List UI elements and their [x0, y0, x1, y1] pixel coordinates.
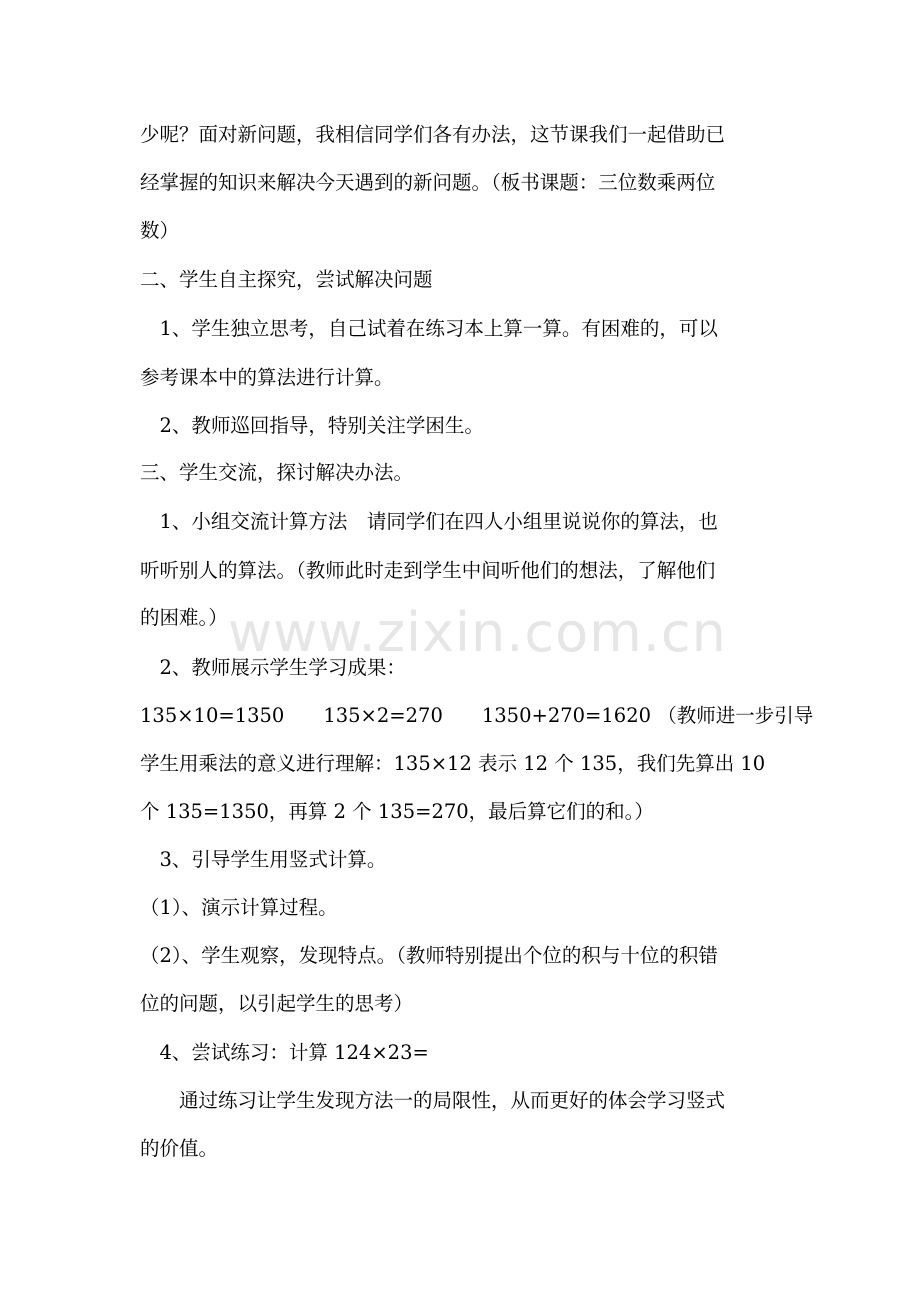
paragraph-line: （2）、学生观察，发现特点。（教师特别提出个位的积与十位的积错	[140, 944, 718, 967]
paragraph-line: 135×10=1350 135×2=270 1350+270=1620 （教师进一步引导	[140, 704, 814, 727]
paragraph-line: 个 135=1350，再算 2 个 135=270，最后算它们的和。）	[140, 800, 654, 823]
paragraph-line: 2、教师展示学生学习成果：	[140, 656, 406, 679]
paragraph-line: （1）、演示计算过程。	[140, 896, 338, 919]
paragraph-line: 1、小组交流计算方法 请同学们在四人小组里说说你的算法，也	[140, 510, 718, 533]
paragraph-line: 少呢？面对新问题，我相信同学们各有办法，这节课我们一起借助已	[140, 123, 726, 146]
section-heading: 三、学生交流，探讨解决办法。	[140, 461, 414, 484]
paragraph-line: 的价值。	[140, 1137, 219, 1160]
section-heading: 二、学生自主探究，尝试解决问题	[140, 268, 433, 291]
paragraph-line: 听听别人的算法。（教师此时走到学生中间听他们的想法，了解他们	[140, 559, 716, 582]
paragraph-line: 位的问题，以引起学生的思考）	[140, 992, 414, 1015]
paragraph-line: 4、尝试练习：计算 124×23=	[140, 1041, 429, 1064]
paragraph-line: 数）	[140, 219, 180, 242]
paragraph-line: 参考课本中的算法进行计算。	[140, 366, 394, 389]
paragraph-line: 学生用乘法的意义进行理解：135×12 表示 12 个 135，我们先算出 10	[140, 752, 766, 775]
watermark-text: www.zixin.com.cn	[228, 601, 727, 664]
paragraph-line: 3、引导学生用竖式计算。	[140, 848, 387, 871]
paragraph-line: 经掌握的知识来解决今天遇到的新问题。（板书课题：三位数乘两位	[140, 171, 716, 194]
paragraph-line: 1、学生独立思考，自己试着在练习本上算一算。有困难的，可以	[140, 317, 718, 340]
paragraph-line: 通过练习让学生发现方法一的局限性，从而更好的体会学习竖式	[140, 1089, 726, 1112]
paragraph-line: 的困难。）	[140, 606, 228, 629]
paragraph-line: 2、教师巡回指导，特别关注学困生。	[140, 414, 484, 437]
